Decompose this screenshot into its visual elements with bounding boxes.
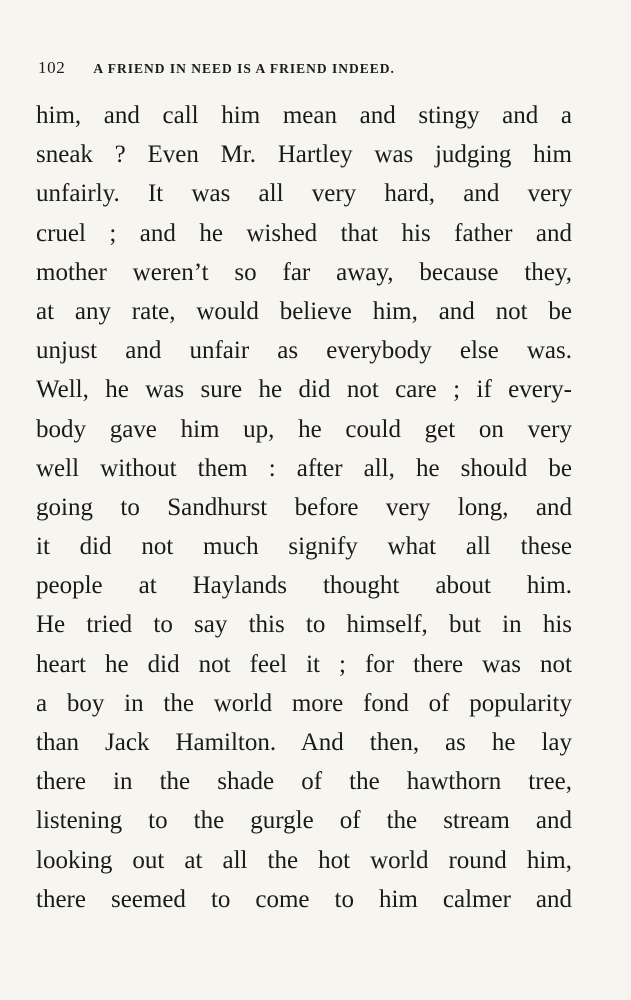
text-line: body gave him up, he could get on very	[36, 415, 572, 443]
text-line: Well, he was sure he did not care ; if every-	[36, 376, 572, 404]
text-line: unfairly. It was all very hard, and very	[36, 180, 572, 208]
text-line: cruel ; and he wished that his father and	[36, 219, 572, 247]
running-title: A FRIEND IN NEED IS A FRIEND INDEED.	[93, 61, 395, 76]
page-number: 102	[38, 58, 66, 77]
text-line: there in the shade of the hawthorn tree,	[36, 768, 572, 796]
running-head	[38, 58, 573, 82]
text-line: unjust and unfair as everybody else was.	[36, 337, 572, 365]
text-line: a boy in the world more fond of popularity	[36, 689, 572, 717]
text-line: listening to the gurgle of the stream and	[36, 807, 572, 835]
body-text	[36, 96, 572, 919]
text-line: heart he did not feel it ; for there was not	[36, 650, 572, 678]
text-line: well without them : after all, he should be	[36, 454, 572, 482]
text-line: people at Haylands thought about him.	[36, 572, 572, 600]
text-line: mother weren’t so far away, because they,	[36, 258, 572, 286]
text-line: than Jack Hamilton. And then, as he lay	[36, 729, 572, 756]
text-line: him, and call him mean and stingy and a	[36, 102, 572, 129]
text-line: He tried to say this to himself, but in his	[36, 611, 572, 639]
text-line: there seemed to come to him calmer and	[36, 885, 572, 913]
text-line: at any rate, would believe him, and not be	[36, 297, 572, 325]
text-line: it did not much signify what all these	[36, 533, 572, 561]
text-line: looking out at all the hot world round him,	[36, 846, 572, 874]
text-line: sneak ? Even Mr. Hartley was judging him	[36, 141, 572, 169]
text-line: going to Sandhurst before very long, and	[36, 493, 572, 521]
